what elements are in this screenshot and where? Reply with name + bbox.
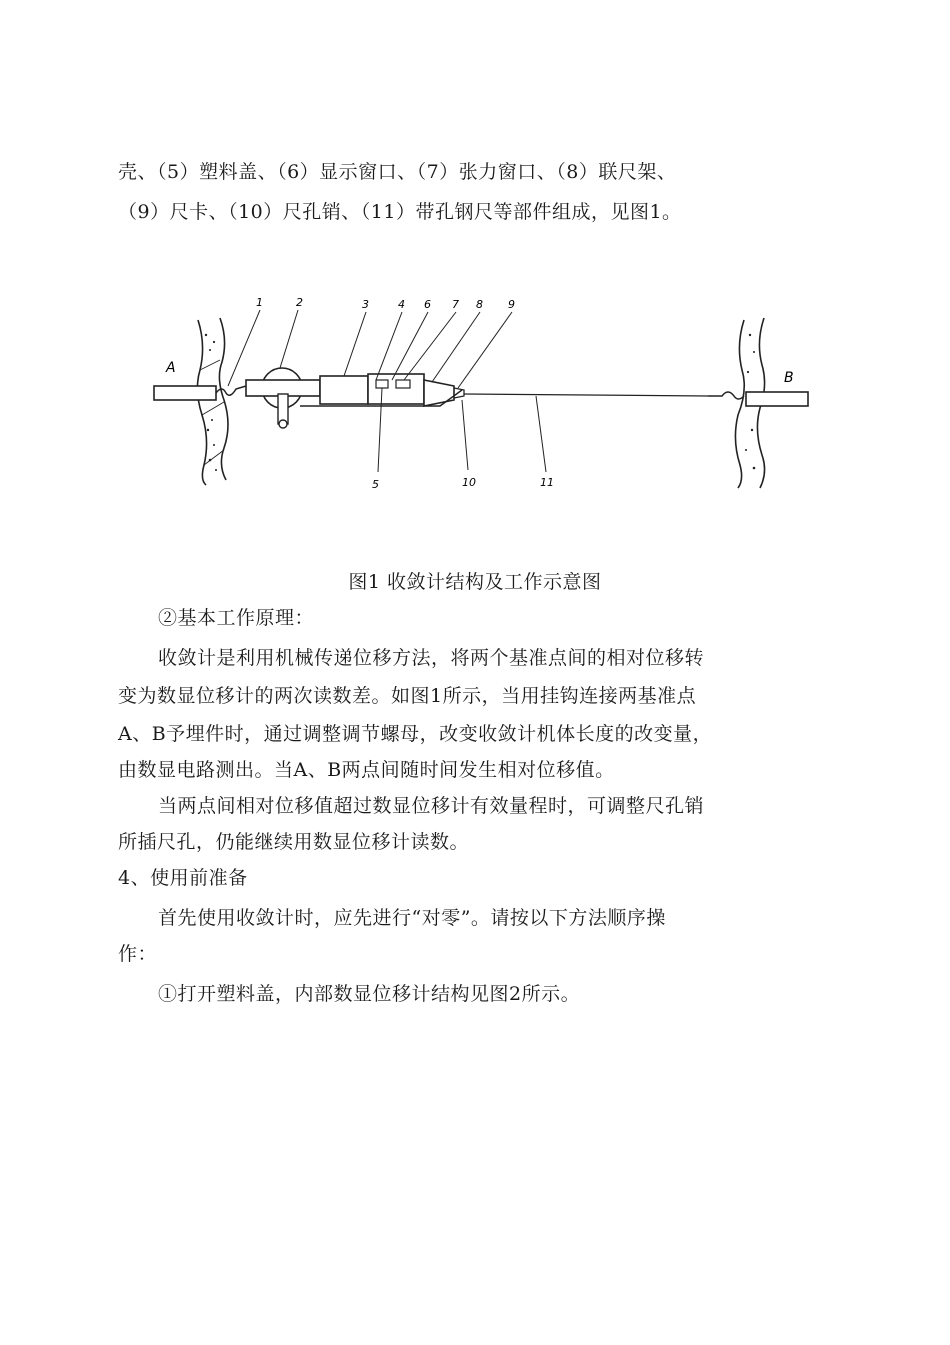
prep-p1-line-1: 首先使用收敛计时，应先进行“对零”。请按以下方法顺序操	[158, 907, 666, 929]
part-number-10: 10	[462, 476, 476, 489]
part-number-2: 2	[296, 296, 303, 309]
principle-p2-line-1: 当两点间相对位移值超过数显位移计有效量程时，可调整尺孔销	[158, 795, 705, 817]
hook-right	[708, 392, 744, 399]
section-principle-heading: ②基本工作原理：	[158, 607, 315, 629]
part-number-9: 9	[508, 298, 515, 311]
anchor-a	[154, 386, 216, 400]
part-number-1: 1	[256, 296, 263, 309]
principle-p1-line-2: 变为数显位移计的两次读数差。如图1所示，当用挂钩连接两基准点	[118, 685, 697, 707]
part-number-8: 8	[476, 298, 483, 311]
part-number-5: 5	[372, 478, 379, 491]
prep-p1-line-2: 作：	[118, 943, 158, 965]
anchor-b	[746, 392, 808, 406]
label-a: A	[166, 360, 176, 376]
part-number-3: 3	[362, 298, 369, 311]
principle-p1-line-4: 由数显电路测出。当A、B两点间随时间发生相对位移值。	[118, 759, 615, 781]
prep-step-1: ①打开塑料盖，内部数显位移计结构见图2所示。	[158, 983, 581, 1005]
label-b: B	[784, 370, 794, 386]
principle-p1-line-3: A、B予埋件时，通过调整调节螺母，改变收敛计机体长度的改变量，	[118, 723, 713, 745]
convergence-meter-diagram	[140, 290, 830, 505]
steel-tape	[464, 394, 708, 396]
ruler-frame	[424, 380, 454, 406]
principle-p1-line-1: 收敛计是利用机械传递位移方法，将两个基准点间的相对位移转	[158, 647, 705, 669]
part-number-7: 7	[452, 298, 459, 311]
part-number-4: 4	[398, 298, 405, 311]
part-number-6: 6	[424, 298, 431, 311]
left-rock-wall	[197, 318, 228, 485]
figure-caption: 图1 收敛计结构及工作示意图	[348, 571, 602, 593]
intro-line-1: 壳、（5）塑料盖、（6）显示窗口、（7）张力窗口、（8）联尺架、	[118, 161, 677, 183]
part-number-11: 11	[540, 476, 554, 489]
principle-p2-line-2: 所插尺孔，仍能继续用数显位移计读数。	[118, 831, 470, 853]
section-prep-heading: 4、使用前准备	[118, 867, 248, 889]
housing	[320, 376, 368, 404]
intro-line-2: （9）尺卡、（10）尺孔销、（11）带孔钢尺等部件组成，见图1。	[118, 201, 682, 223]
